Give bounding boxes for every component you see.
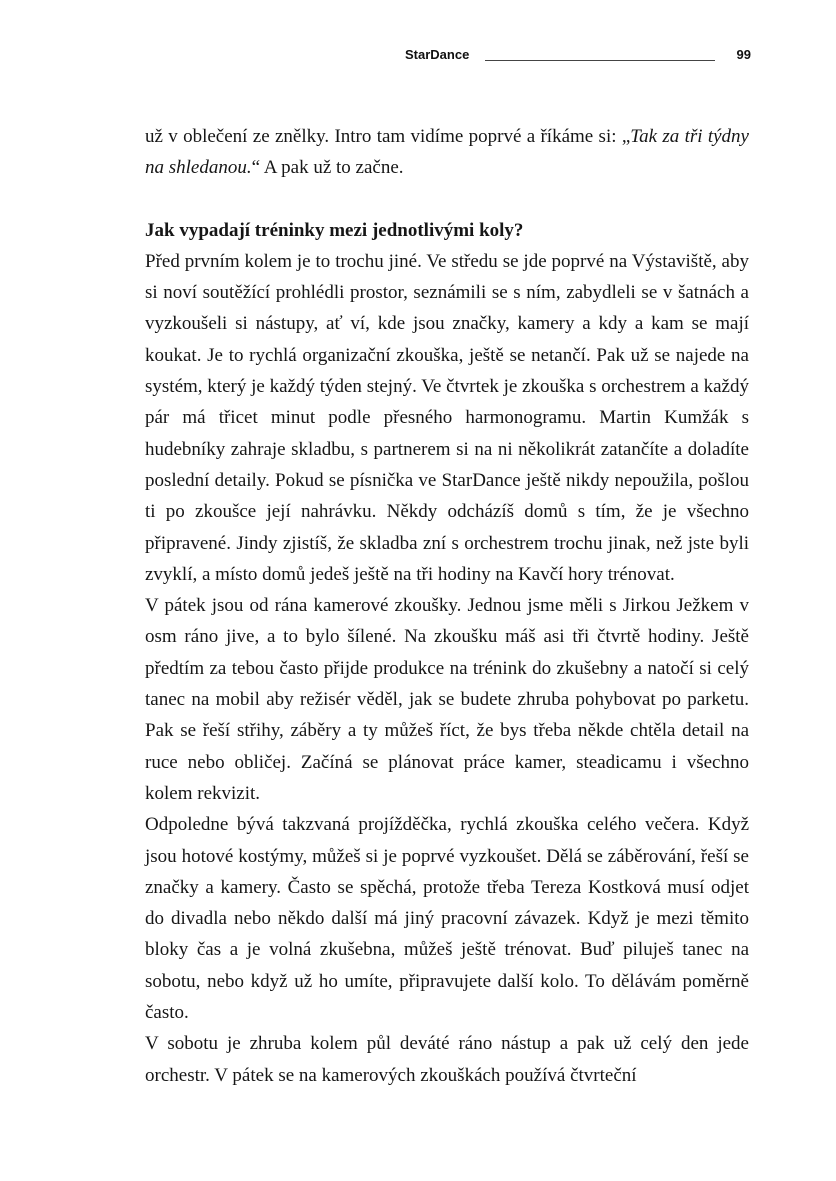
paragraph-spacer	[145, 184, 749, 215]
intro-text-end: “ A pak už to začne.	[251, 157, 404, 179]
body-paragraph: V pátek jsou od rána kamerové zkoušky. Jednou jsme měli s Jirkou Ježkem v osm ráno jive, a to bylo šílené. Na zkoušku máš asi tři čtvrtě hodiny. Ještě předtím za tebou často přijde produkce na trénink do zkušebny a natočí si celý tanec na mobil aby režisér věděl, jak se budete zhruba pohybovat po parketu. Pak se řeší střihy, záběry a ty můžeš říct, že bys třeba někde chtěla detail na ruce nebo obličej. Začíná se plánovat práce kamer, steadicamu i všechno kolem rekvizit.	[145, 595, 749, 804]
intro-paragraph	[145, 121, 749, 184]
section-heading: Jak vypadají tréninky mezi jednotlivými koly?	[145, 219, 524, 241]
page-number: 99	[736, 47, 751, 62]
body-paragraph: V sobotu je zhruba kolem půl deváté ráno nástup a pak už celý den jede orchestr. V pátek se na kamerových zkouškách používá čtvrteční	[145, 1033, 749, 1086]
body-paragraph: Před prvním kolem je to trochu jiné. Ve středu se jde poprvé na Výstaviště, aby si noví soutěžící prohlédli prostor, seznámili se s ním, zabydleli se v šatnách a vyzkoušeli si nástupy, ať ví, kde jsou značky, kamery a kdy a kam se mají koukat. Je to rychlá organizační zkouška, ještě se netančí. Pak už se najede na systém, který je každý týden stejný. Ve čtvrtek je zkouška s orchestrem a každý pár má třicet minut podle přesného harmonogramu. Martin Kumžák s hudebníky zahraje skladbu, s partnerem si na ni několikrát zatančíte a doladíte poslední detaily. Pokud se písnička ve StarDance ještě nikdy nepoužila, pošlou ti po zkoušce její nahrávku. Někdy odcházíš domů s tím, že je všechno připravené. Jindy zjistíš, že skladba zní s orchestrem trochu jinak, než jste byli zvyklí, a místo domů jedeš ještě na tři hodiny na Kavčí hory trénovat.	[145, 250, 749, 585]
header-title: StarDance	[405, 47, 470, 62]
intro-quote: Tak za tři týdny na shledanou.	[145, 126, 749, 179]
intro-text-start: už v oblečení ze znělky. Intro tam vidíme poprvé a říkáme si: „	[145, 126, 631, 147]
page-body	[145, 121, 749, 1091]
header-rule	[485, 60, 715, 61]
body-paragraph: Odpoledne bývá takzvaná projížděčka, rychlá zkouška celého večera. Když jsou hotové kostýmy, můžeš si je poprvé vyzkoušet. Dělá se záběrování, řeší se značky a kamery. Často se spěchá, protože třeba Tereza Kostková musí odjet do divadla nebo někdo další má jiný pracovní závazek. Když je mezi těmito bloky čas a je volná zkušebna, můžeš ještě trénovat. Buď piluješ tanec na sobotu, nebo když už ho umíte, připravujete další kolo. To dělávám poměrně často.	[145, 814, 749, 1024]
running-header	[405, 47, 751, 67]
